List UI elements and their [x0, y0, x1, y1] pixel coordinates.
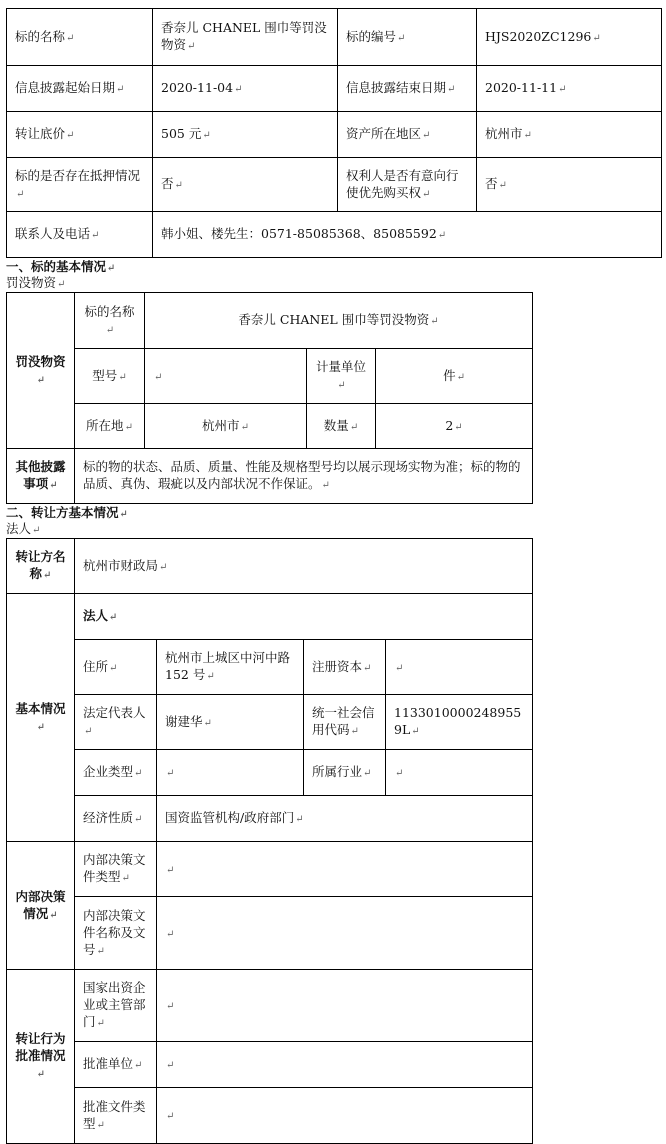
end-date-value: 2020-11-11↵	[477, 66, 662, 112]
address-value: 杭州市上城区中河中路 152 号↵	[157, 640, 304, 695]
supervisor-label: 国家出资企业或主管部门↵	[75, 970, 157, 1042]
price-value: 505 元↵	[153, 112, 338, 158]
doc-type-label: 内部决策文件类型↵	[75, 842, 157, 897]
approver-label: 批准单位↵	[75, 1042, 157, 1088]
economic-nature-value: 国资监管机构/政府部门↵	[157, 796, 533, 842]
section1-subheading: 罚没物资↵	[6, 275, 66, 290]
supervisor-value: ↵	[157, 970, 533, 1042]
item-table	[6, 292, 533, 504]
place-label: 所在地↵	[75, 404, 145, 449]
other-disclosure-label: 其他披露事项↵	[7, 449, 75, 504]
start-date-label: 信息披露起始日期↵	[7, 66, 153, 112]
approval-doc-label: 批准文件类型↵	[75, 1088, 157, 1144]
capital-value: ↵	[386, 640, 533, 695]
model-label: 型号↵	[75, 349, 145, 404]
industry-value: ↵	[386, 750, 533, 796]
item-name-value: 香奈儿 CHANEL 围巾等罚没物资↵	[145, 293, 533, 349]
doc-name-value: ↵	[157, 897, 533, 970]
item-name-label: 标的名称↵	[75, 293, 145, 349]
place-value: 杭州市↵	[145, 404, 307, 449]
economic-nature-label: 经济性质↵	[75, 796, 157, 842]
section2-heading: 二、转让方基本情况↵	[6, 505, 128, 520]
enterprise-type-label: 企业类型↵	[75, 750, 157, 796]
unit-label: 计量单位↵	[307, 349, 376, 404]
transferor-name-label: 转让方名称↵	[7, 539, 75, 594]
rep-value: 谢建华↵	[157, 695, 304, 750]
credit-code-label: 统一社会信用代码↵	[304, 695, 386, 750]
name-value: 香奈儿 CHANEL 围巾等罚没物资↵	[153, 9, 338, 66]
location-label: 资产所在地区↵	[338, 112, 477, 158]
pledge-label: 标的是否存在抵押情况↵	[7, 158, 153, 212]
start-date-value: 2020-11-04↵	[153, 66, 338, 112]
approval-label: 转让行为批准情况↵	[7, 970, 75, 1144]
credit-code-value: 11330100002489559L↵	[386, 695, 533, 750]
capital-label: 注册资本↵	[304, 640, 386, 695]
qty-value: 2↵	[376, 404, 533, 449]
basic-info-label: 基本情况↵	[7, 594, 75, 842]
address-label: 住所↵	[75, 640, 157, 695]
section1-heading: 一、标的基本情况↵	[6, 259, 116, 274]
unit-value: 件↵	[376, 349, 533, 404]
transferor-table	[6, 538, 533, 1144]
priority-label: 权利人是否有意向行使优先购买权↵	[338, 158, 477, 212]
industry-label: 所属行业↵	[304, 750, 386, 796]
section2-subheading: 法人↵	[6, 521, 41, 536]
qty-label: 数量↵	[307, 404, 376, 449]
internal-decision-label: 内部决策情况↵	[7, 842, 75, 970]
approver-value: ↵	[157, 1042, 533, 1088]
contact-label: 联系人及电话↵	[7, 212, 153, 258]
end-date-label: 信息披露结束日期↵	[338, 66, 477, 112]
model-value: ↵	[145, 349, 307, 404]
code-label: 标的编号↵	[338, 9, 477, 66]
rep-label: 法定代表人↵	[75, 695, 157, 750]
legal-person-label: 法人↵	[75, 594, 533, 640]
location-value: 杭州市↵	[477, 112, 662, 158]
code-value: HJS2020ZC1296↵	[477, 9, 662, 66]
other-disclosure-value: 标的物的状态、品质、质量、性能及规格型号均以展示现场实物为准；标的物的品质、真伪、瑕疵以及内部状况不作保证。↵	[75, 449, 533, 504]
price-label: 转让底价↵	[7, 112, 153, 158]
pledge-value: 否↵	[153, 158, 338, 212]
approval-doc-value: ↵	[157, 1088, 533, 1144]
transferor-name-value: 杭州市财政局↵	[75, 539, 533, 594]
enterprise-type-value: ↵	[157, 750, 304, 796]
confiscated-group-label: 罚没物资↵	[7, 293, 75, 449]
name-label: 标的名称↵	[7, 9, 153, 66]
doc-name-label: 内部决策文件名称及文号↵	[75, 897, 157, 970]
priority-value: 否↵	[477, 158, 662, 212]
contact-value: 韩小姐、楼先生：0571-85085368、85085592↵	[153, 212, 662, 258]
doc-type-value: ↵	[157, 842, 533, 897]
summary-table	[6, 8, 662, 258]
